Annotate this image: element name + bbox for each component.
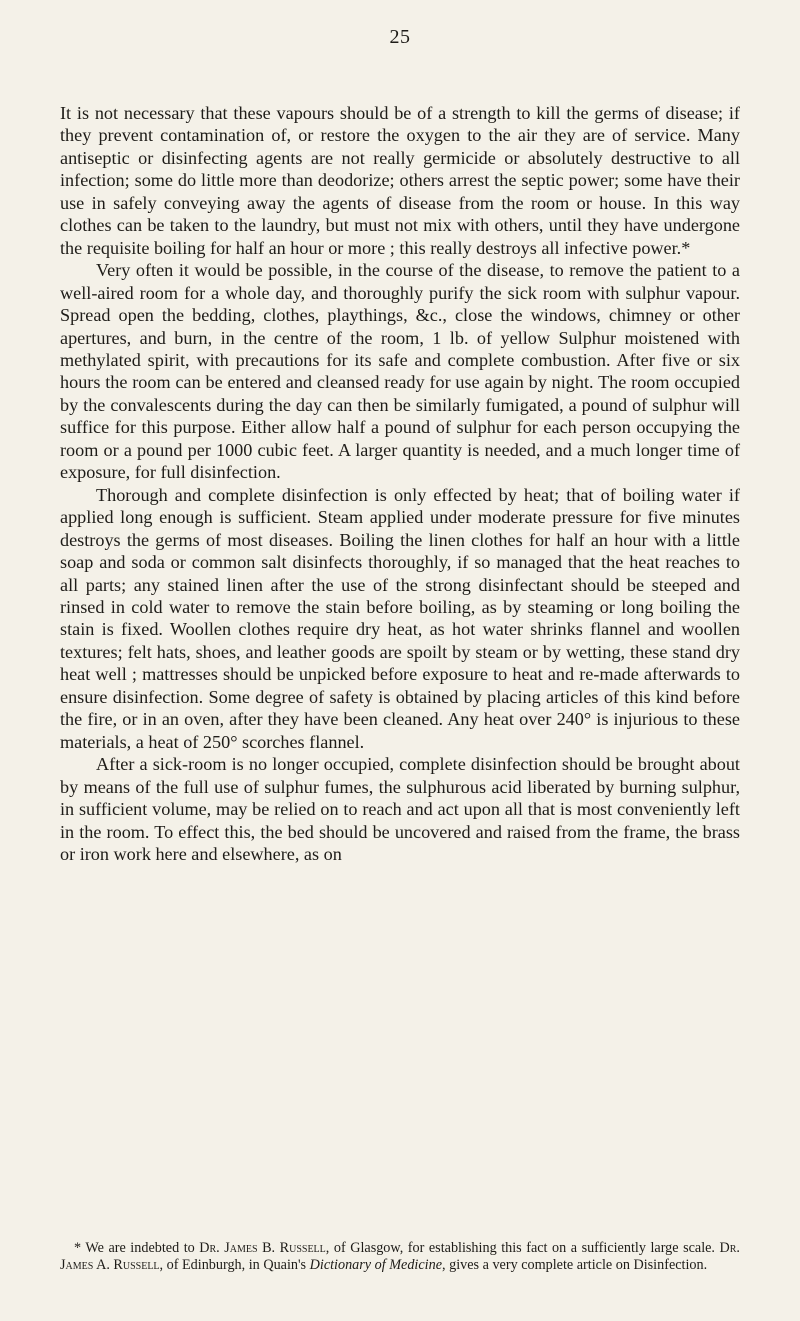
footnote-mark: * — [74, 1240, 82, 1256]
paragraph-3: Thorough and complete disinfection is only effected by heat; that of boiling water if applied long enough is sufficient. Steam applied under moderate pressure for five minutes destroys the germs of most diseases. Boiling the linen clothes for half an hour with a little soap and soda or common salt disinfects thoroughly, if so managed that the heat reaches to all parts; any stained linen after the use of the strong disinfectant should be steeped and rinsed in cold water to remove the stain before boiling, as by steaming or long boiling the stain is fixed. Woollen clothes require dry heat, as hot water shrinks flannel and woollen textures; felt hats, shoes, and leather goods are spoilt by steam or by wetting, these stand dry heat well ; mattresses should be unpicked before exposure to heat and re-made afterwards to ensure disinfection. Some degree of safety is obtained by placing articles of this kind before the fire, or in an oven, after they have been cleaned. Any heat over 240° is injurious to these materials, a heat of 250° scorches flannel. — [60, 484, 740, 752]
footnote-author-1: Dr. James B. Russell — [199, 1240, 326, 1256]
paragraph-1: It is not necessary that these vapours should be of a strength to kill the germs of disease; if they prevent contamination of, or restore the oxygen to the air they are of service. Many antiseptic or disinfecting agents are not really germicide or absolutely destructive to all infection; some do little more than deodorize; others arrest the septic power; some have their use in safely conveying away the agents of disease from the room or house. In this way clothes can be taken to the laundry, but must not mix with others, until they have undergone the requisite boiling for half an hour or more ; this really destroys all infective power.* — [60, 103, 740, 258]
body-text — [60, 102, 740, 865]
page-number: 25 — [389, 26, 411, 48]
footnote-text-2: , of Glasgow, for establishing this fact on a sufficiently large scale. — [325, 1240, 720, 1256]
footnote-paragraph — [60, 1240, 740, 1273]
paragraph-4: After a sick-room is no longer occupied, complete disinfection should be brought about by means of the full use of sulphur fumes, the sulphurous acid liberated by burning sulphur, in sufficient volume, may be relied on to reach and act upon all that is most conveniently left in the room. To effect this, the bed should be uncovered and raised from the frame, the brass or iron work here and elsewhere, as on — [60, 754, 740, 864]
footnote-text-1: We are indebted to — [85, 1240, 200, 1256]
footnote — [60, 1240, 740, 1273]
footnote-book-title: Dictionary of Medicine — [309, 1256, 443, 1273]
footnote-text-4: , gives a very complete article on Disinfection. — [442, 1256, 708, 1273]
paragraph-2: Very often it would be possible, in the course of the disease, to remove the patient to a well-aired room for a whole day, and thoroughly purify the sick room with sulphur vapour. Spread open the bedding, clothes, playthings, &c., close the windows, chimney or other apertures, and burn, in the centre of the room, 1 lb. of yellow Sulphur moistened with methylated spirit, with precautions for its safe and complete combustion. After five or six hours the room can be entered and cleansed ready for use again by night. The room occupied by the convalescents during the day can then be similarly fumigated, a pound of sulphur will suffice for this purpose. Either allow half a pound of sulphur for each person occupying the room or a pound per 1000 cubic feet. A larger quantity is needed, and a much longer time of exposure, for full disinfection. — [60, 260, 740, 483]
footnote-author-2: Dr. James A. Russell — [60, 1240, 740, 1273]
footnote-text-3: , of Edinburgh, in Quain's — [159, 1256, 310, 1273]
